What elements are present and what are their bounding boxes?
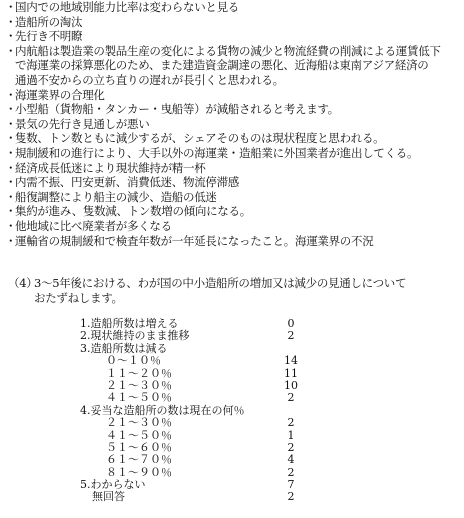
answer-count: 4 bbox=[287, 453, 295, 467]
answer-count: 14 bbox=[284, 354, 298, 368]
list-item bbox=[5, 234, 461, 249]
list-item-text: 規制緩和の進行により、大手以外の海運業・造船業に外国業者が進出してくる。 bbox=[15, 145, 419, 160]
bullet-mark: ・ bbox=[5, 160, 17, 175]
bullet-mark: ・ bbox=[5, 43, 17, 58]
answer-table bbox=[80, 318, 320, 504]
answer-label: １１〜２０％ bbox=[106, 366, 172, 380]
answer-label: 2.現状維持のまま推移 bbox=[80, 329, 190, 343]
list-item-text: 内需不振、円安更新、消費低迷、物流停滞感 bbox=[15, 175, 239, 190]
list-item-text: 隻数、トン数ともに減少するが、シェアそのものは現状程度と思われる。 bbox=[15, 131, 385, 146]
answer-label: 5.わからない bbox=[80, 478, 146, 492]
question-number: （4） bbox=[8, 276, 38, 290]
question-line-2: おたずねします。 bbox=[34, 291, 123, 305]
answer-label: 4.妥当な造船所の数は現在の何％ bbox=[80, 403, 245, 417]
list-item-text: 海運業界の合理化 bbox=[15, 87, 105, 102]
answer-count: 2 bbox=[287, 440, 295, 454]
list-item bbox=[5, 204, 461, 219]
answer-count: 1 bbox=[287, 428, 295, 442]
list-item-text: 小型船（貨物船・タンカー・曳船等）が減船されると考えます。 bbox=[15, 102, 339, 117]
answer-label: ４１〜５０％ bbox=[106, 391, 172, 405]
answer-label: ４１〜５０％ bbox=[106, 428, 172, 442]
answer-count: 2 bbox=[287, 391, 295, 405]
bullet-mark: ・ bbox=[5, 116, 17, 131]
list-item-continuation bbox=[5, 58, 461, 73]
bullet-mark: ・ bbox=[5, 131, 17, 146]
list-item-text: 国内での地域別能力比率は変わらないと見る bbox=[15, 0, 239, 14]
list-item bbox=[5, 190, 461, 205]
list-item bbox=[5, 161, 461, 176]
answer-count: 2 bbox=[287, 329, 295, 343]
list-item-text: 船復調整により船主の減少、造船の低迷 bbox=[15, 189, 217, 204]
list-item bbox=[5, 117, 461, 132]
answer-row bbox=[80, 454, 320, 466]
answer-label: ２１〜３０％ bbox=[106, 378, 172, 392]
answer-label: 3.造船所数は減る bbox=[80, 341, 168, 355]
question-text-1: 3〜5年後における、わが国の中小造船所の増加又は減少の見通しについて bbox=[34, 276, 407, 290]
list-item bbox=[5, 219, 461, 234]
list-item bbox=[5, 175, 461, 190]
bullet-mark: ・ bbox=[5, 0, 17, 14]
list-item-text: 通過不安からの立ち直りの遅れが長引くと思われる。 bbox=[15, 72, 284, 87]
bullet-mark: ・ bbox=[5, 189, 17, 204]
answer-label: ６１〜７０％ bbox=[106, 453, 172, 467]
answer-row bbox=[80, 355, 320, 367]
answer-count: 2 bbox=[287, 465, 295, 479]
list-item bbox=[5, 102, 461, 117]
answer-label: ８１〜９０％ bbox=[106, 465, 172, 479]
list-item-text: 経済成長低迷により現状維持が精一杯 bbox=[15, 160, 206, 175]
answer-count: 10 bbox=[284, 378, 298, 392]
list-item bbox=[5, 44, 461, 59]
list-item bbox=[5, 146, 461, 161]
answer-count: 11 bbox=[284, 366, 298, 380]
answer-row bbox=[80, 392, 320, 404]
list-item bbox=[5, 15, 461, 30]
answer-label: ５１〜６０％ bbox=[106, 440, 172, 454]
list-item-text: 先行き不明瞭 bbox=[15, 29, 83, 44]
list-item-text: で海運業の採算悪化のため、また建造資金調達の悪化、近海船は東南アジア経済の bbox=[15, 58, 429, 73]
list-item-text: 造船所の淘汰 bbox=[15, 14, 83, 29]
bullet-mark: ・ bbox=[5, 14, 17, 29]
comment-bullet-list bbox=[5, 0, 461, 248]
list-item bbox=[5, 29, 461, 44]
bullet-mark: ・ bbox=[5, 204, 17, 219]
answer-label: 無回答 bbox=[92, 490, 125, 504]
list-item bbox=[5, 88, 461, 103]
list-item-text: 集約が進み、隻数減、トン数増の傾向になる。 bbox=[15, 204, 251, 219]
bullet-mark: ・ bbox=[5, 29, 17, 44]
bullet-mark: ・ bbox=[5, 145, 17, 160]
bullet-mark: ・ bbox=[5, 218, 17, 233]
list-item-text: 運輸省の規制緩和で検査年数が一年延長になったこと。海運業界の不況 bbox=[15, 233, 374, 248]
question-line-1 bbox=[8, 276, 458, 291]
question-4 bbox=[8, 276, 458, 306]
answer-label: ２１〜３０％ bbox=[106, 416, 172, 430]
list-item bbox=[5, 131, 461, 146]
list-item-text: 内航船は製造業の製品生産の変化による貨物の減少と物流経費の削減による運賃低下 bbox=[15, 43, 441, 58]
bullet-mark: ・ bbox=[5, 102, 17, 117]
answer-count: 2 bbox=[287, 416, 295, 430]
list-item-text: 景気の先行き見通しが悪い bbox=[15, 116, 150, 131]
answer-row bbox=[80, 417, 320, 429]
answer-label: 1.造船所数は増える bbox=[80, 317, 179, 330]
answer-count: 2 bbox=[287, 490, 295, 504]
bullet-mark: ・ bbox=[5, 233, 17, 248]
answer-row bbox=[80, 491, 320, 503]
bullet-mark: ・ bbox=[5, 87, 17, 102]
bullet-mark: ・ bbox=[5, 175, 17, 190]
list-item-continuation bbox=[5, 73, 461, 88]
answer-count: 7 bbox=[287, 478, 295, 492]
list-item bbox=[5, 0, 461, 15]
list-item-text: 他地域に比べ廃業者が多くなる bbox=[15, 218, 172, 233]
answer-count: 0 bbox=[287, 317, 295, 330]
answer-row bbox=[80, 330, 320, 342]
answer-label: ０〜１０％ bbox=[106, 354, 161, 368]
